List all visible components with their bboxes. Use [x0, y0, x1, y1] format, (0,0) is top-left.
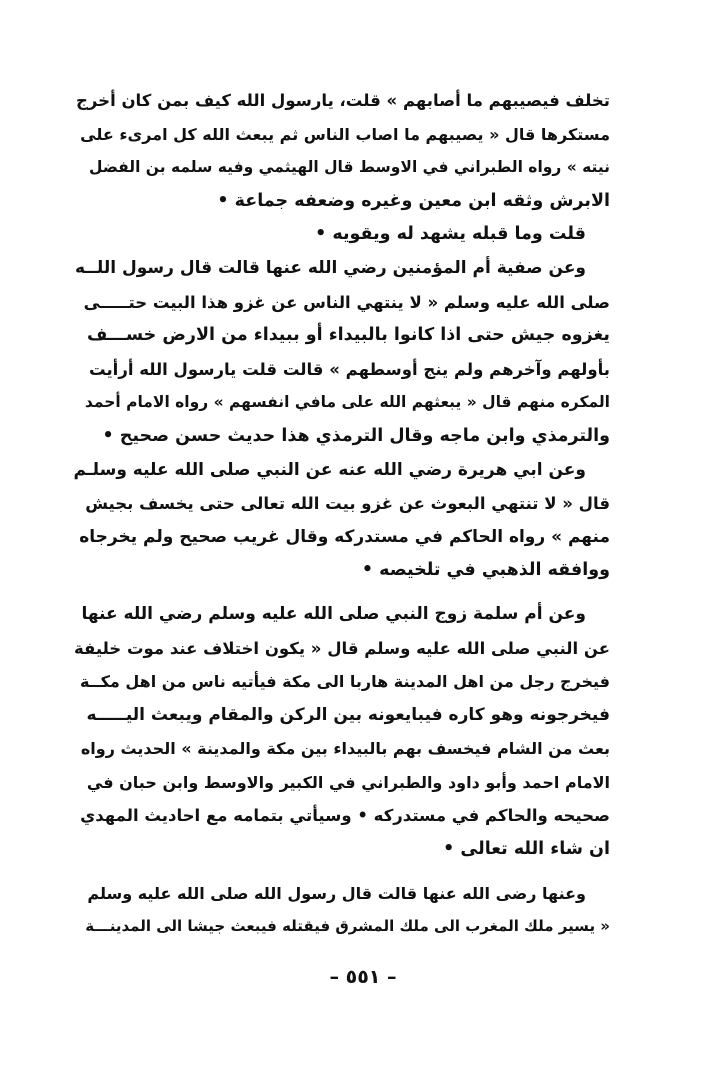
text-line: الابرش وثقه ابن معين وغيره وضعفه جماعة • [217, 190, 610, 211]
text-line: وعنها رضى الله عنها قالت قال رسول الله صلى الله عليه وسلم [87, 883, 586, 903]
text-line: فيخرج رجل من اهل المدينة هاربا الى مكة فيأتيه ناس من اهل مكــة [79, 672, 610, 692]
text-line: نيته » رواه الطبراني في الاوسط قال الهيثمي وفيه سلمه بن الفضل [89, 158, 610, 177]
text-line: وعن أم سلمة زوج النبي صلى الله عليه وسلم رضي الله عنها [81, 603, 586, 624]
paragraph [74, 84, 610, 218]
text-line: تخلف فيصيبهم ما أصابهم » قلت، يارسول الله كيف بمن كان أخرج [76, 91, 610, 110]
text-line: قلت وما قبله يشهد له ويقويه • [315, 224, 586, 245]
text-line: منهم » رواه الحاكم في مستدركه وقال غريب صحيح ولم يخرجاه [79, 526, 610, 547]
text-line: مستكرها قال « يصيبهم ما اصاب الناس ثم يبعث الله كل امرىء على [80, 124, 610, 144]
text-line: بأولهم وآخرهم ولم ينج أوسطهم » قالت قلت يارسول الله أرأيت [89, 359, 610, 379]
text-line: « يسير ملك المغرب الى ملك المشرق فيقتله فيبعث جيشا الى المدينـــة [85, 917, 610, 936]
text-line: وعن صفية أم المؤمنين رضي الله عنها قالت قال رسول اللــه [74, 257, 586, 278]
text-line: والترمذي وابن ماجه وقال الترمذي هذا حديث حسن صحيح • [102, 425, 610, 446]
text-line: المكره منهم قال « يبعثهم الله على مافي انفسهم » رواه الامام أحمد [84, 393, 610, 412]
text-line: ان شاء الله تعالى • [443, 839, 610, 860]
page-number: – ٥٥١ – [329, 966, 397, 988]
paragraph [74, 598, 610, 867]
text-line: عن النبي صلى الله عليه وسلم قال « يكون اختلاف عند موت خليفة [73, 638, 610, 658]
paragraph [74, 218, 610, 252]
body-text [74, 84, 610, 944]
text-line: الامام احمد وأبو داود والطبراني في الكبير والاوسط وابن حبان في [86, 772, 610, 792]
text-line: فيخرجونه وهو كاره فيبايعونه بين الركن والمقام ويبعث اليـــــه [86, 704, 610, 725]
text-line: وعن ابي هريرة رضي الله عنه عن النبي صلى الله عليه وسلـم [73, 459, 586, 480]
text-line: صحيحه والحاكم في مستدركه • وسيأتي بتمامه مع احاديث المهدي [80, 806, 610, 826]
text-line: صلى الله عليه وسلم « لا ينتهي الناس عن غزو هذا البيت حتـــــى [83, 292, 610, 312]
paragraph [74, 454, 610, 588]
text-line: قال « لا تنتهي البعوث عن غزو بيت الله تعالى حتى يخسف بجيش [85, 494, 610, 514]
text-line: ووافقه الذهبي في تلخيصه • [361, 560, 610, 581]
text-line: يغزوه جيش حتى اذا كانوا بالبيداء أو ببيداء من الارض خســـف [87, 325, 610, 346]
paragraph [74, 252, 610, 454]
paragraph [74, 877, 610, 944]
text-line: بعث من الشام فيخسف بهم بالبيداء بين مكة والمدينة » الحديث رواه [80, 739, 610, 759]
